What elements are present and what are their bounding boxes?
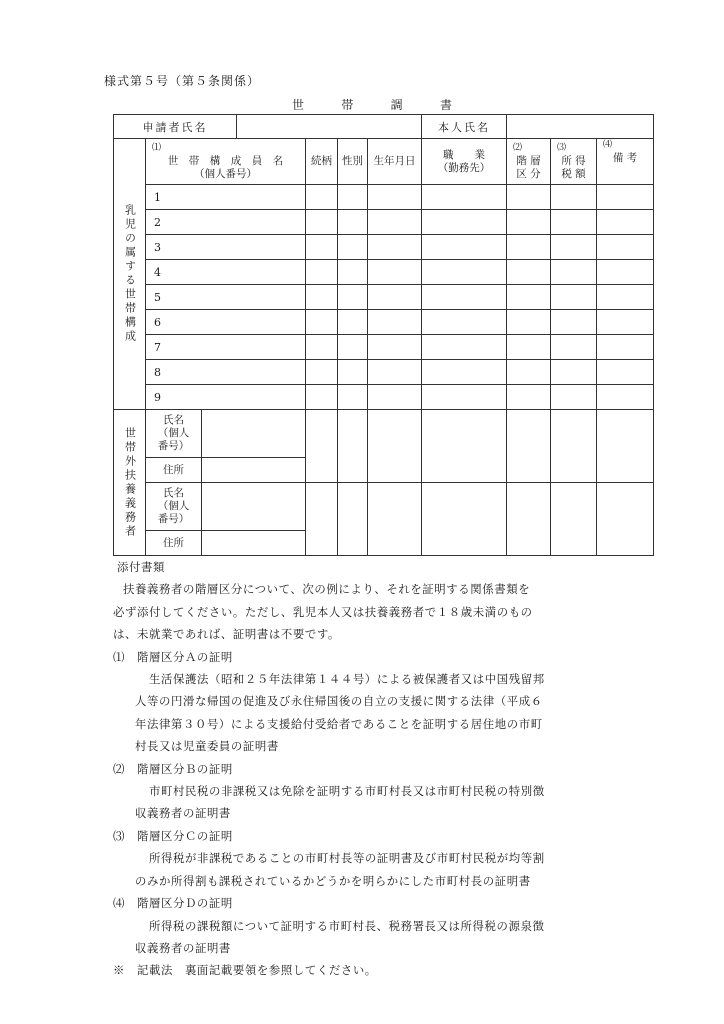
cell[interactable] (422, 235, 507, 260)
cell[interactable] (422, 310, 507, 335)
cell[interactable] (597, 285, 654, 310)
cell[interactable] (368, 360, 422, 385)
row-number[interactable]: 3 (146, 235, 306, 260)
table-row (114, 385, 654, 410)
notes-subheading: ⑷ 階層区分Ｄの証明 (113, 896, 233, 911)
cell[interactable] (507, 285, 551, 310)
household-table (113, 114, 654, 556)
row-number[interactable]: 5 (146, 285, 306, 310)
cell[interactable] (338, 235, 368, 260)
notes-text: 人等の円滑な帰国の促進及び永住帰国後の自立の支援に関する法律（平成６ (135, 694, 543, 709)
cell[interactable] (422, 483, 507, 556)
cell[interactable] (551, 285, 597, 310)
cell[interactable] (422, 410, 507, 483)
notes-heading: 添付書類 (117, 560, 165, 574)
title-char: 書 (439, 98, 452, 112)
cell[interactable] (306, 235, 338, 260)
attachment-notes (113, 556, 658, 982)
cell[interactable] (551, 235, 597, 260)
cell[interactable] (597, 260, 654, 285)
cell[interactable] (368, 285, 422, 310)
cell[interactable] (597, 235, 654, 260)
birthdate-header: 生年月日 (368, 139, 422, 185)
obligor-name-label: 氏名 （個人 番号） (146, 483, 202, 531)
table-row (114, 185, 654, 210)
cell[interactable] (306, 335, 338, 360)
applicant-name-label: 申請者氏名 (114, 115, 237, 139)
cell[interactable] (338, 260, 368, 285)
cell[interactable] (338, 185, 368, 210)
cell[interactable] (368, 483, 422, 556)
notes-text: は、未就業であれば、証明書は不要です。 (113, 627, 340, 642)
cell[interactable] (306, 260, 338, 285)
cell[interactable] (422, 185, 507, 210)
notes-text: 収義務者の証明書 (135, 806, 231, 821)
obligor-address-label: 住所 (146, 458, 202, 483)
row-number[interactable]: 4 (146, 260, 306, 285)
cell[interactable] (368, 210, 422, 235)
notes-text: 必ず添付してください。ただし、乳児本人又は扶養義務者で１８歳未満のもの (113, 604, 533, 619)
cell[interactable] (507, 210, 551, 235)
applicant-name-field[interactable] (237, 115, 422, 139)
cell[interactable] (597, 410, 654, 483)
cell[interactable] (551, 260, 597, 285)
class-header: ⑵ 階 層 区 分 (507, 139, 551, 185)
notes-text: のみか所得割も課税されているかどうかを明らかにした市町村長の証明書 (135, 873, 531, 888)
notes-text: 収義務者の証明書 (135, 940, 231, 955)
title-char: 帯 (341, 98, 354, 112)
cell[interactable] (306, 285, 338, 310)
row-number[interactable]: 1 (146, 185, 306, 210)
cell[interactable] (368, 235, 422, 260)
table-row (114, 310, 654, 335)
occupation-header: 職 業 （勤務先） (422, 139, 507, 185)
cell[interactable] (551, 385, 597, 410)
cell[interactable] (551, 410, 597, 483)
cell[interactable] (338, 335, 368, 360)
cell[interactable] (507, 260, 551, 285)
income-tax-header: ⑶ 所 得 税 額 (551, 139, 597, 185)
cell[interactable] (551, 335, 597, 360)
cell[interactable] (306, 483, 338, 556)
remarks-header: ⑷ 備 考 (597, 139, 654, 185)
member-name-header: ⑴ 世 帯 構 成 員 名 （個人番号） (146, 139, 306, 185)
cell[interactable] (551, 310, 597, 335)
cell[interactable] (507, 335, 551, 360)
row-number[interactable]: 9 (146, 385, 306, 410)
cell[interactable] (597, 185, 654, 210)
notes-subheading: ⑵ 階層区分Ｂの証明 (113, 761, 233, 776)
cell[interactable] (597, 360, 654, 385)
table-row (114, 235, 654, 260)
footnote: ※ 記載法 裏面記載要領を参照してください。 (113, 963, 377, 978)
cell[interactable] (306, 410, 338, 483)
notes-text: 所得税が非課税であることの市町村長等の証明書及び市町村民税が均等割 (149, 851, 545, 866)
section-outside-label: 世帯外扶養義務者 (114, 410, 146, 556)
cell[interactable] (507, 185, 551, 210)
cell[interactable] (422, 210, 507, 235)
cell[interactable] (338, 360, 368, 385)
cell[interactable] (306, 360, 338, 385)
cell[interactable] (597, 310, 654, 335)
cell[interactable] (368, 260, 422, 285)
title-char: 調 (390, 98, 403, 112)
cell[interactable] (551, 210, 597, 235)
cell[interactable] (338, 285, 368, 310)
cell[interactable] (422, 260, 507, 285)
cell[interactable] (551, 360, 597, 385)
cell[interactable] (507, 360, 551, 385)
cell[interactable] (597, 385, 654, 410)
cell[interactable] (368, 335, 422, 360)
obligor-name-field[interactable] (202, 483, 306, 531)
person-name-label: 本人氏名 (422, 115, 507, 139)
row-number[interactable]: 8 (146, 360, 306, 385)
notes-text: 生活保護法（昭和２５年法律第１４４号）による被保護者又は中国残留邦 (149, 672, 545, 687)
cell[interactable] (368, 310, 422, 335)
table-row (114, 335, 654, 360)
cell[interactable] (338, 385, 368, 410)
cell[interactable] (338, 483, 368, 556)
cell[interactable] (368, 410, 422, 483)
table-row (114, 285, 654, 310)
cell[interactable] (597, 210, 654, 235)
cell[interactable] (338, 310, 368, 335)
section-household-label: 乳児の属する世帯構成 (114, 139, 146, 410)
cell[interactable] (507, 483, 551, 556)
obligor-name-field[interactable] (202, 410, 306, 458)
cell[interactable] (597, 335, 654, 360)
cell[interactable] (422, 335, 507, 360)
notes-subheading: ⑴ 階層区分Ａの証明 (113, 649, 233, 664)
cell[interactable] (597, 483, 654, 556)
cell[interactable] (306, 210, 338, 235)
cell[interactable] (422, 285, 507, 310)
row-number[interactable]: 7 (146, 335, 306, 360)
row-number[interactable]: 6 (146, 310, 306, 335)
obligor-name-label: 氏名 （個人 番号） (146, 410, 202, 458)
obligor-address-field[interactable] (202, 531, 306, 556)
relation-header: 続柄 (306, 139, 338, 185)
cell[interactable] (551, 483, 597, 556)
form-label: 様式第５号（第５条関係） (104, 74, 261, 88)
cell[interactable] (368, 385, 422, 410)
cell[interactable] (551, 185, 597, 210)
cell[interactable] (507, 385, 551, 410)
notes-text: 扶養義務者の階層区分について、次の例により、それを証明する関係書類を (123, 582, 531, 597)
cell[interactable] (507, 235, 551, 260)
gender-header: 性別 (338, 139, 368, 185)
notes-text: 年法律第３０号）による支援給付受給者であることを証明する居住地の市町 (135, 716, 543, 731)
cell[interactable] (507, 310, 551, 335)
obligor-address-label: 住所 (146, 531, 202, 556)
obligor-address-field[interactable] (202, 458, 306, 483)
cell[interactable] (422, 360, 507, 385)
page-title (292, 96, 452, 113)
row-number[interactable]: 2 (146, 210, 306, 235)
cell[interactable] (507, 410, 551, 483)
title-char: 世 (292, 98, 305, 112)
cell[interactable] (306, 385, 338, 410)
notes-subheading: ⑶ 階層区分Ｃの証明 (113, 828, 233, 843)
table-row (114, 360, 654, 385)
notes-text: 市町村民税の非課税又は免除を証明する市町村長又は市町村民税の特別徴 (149, 784, 545, 799)
notes-text: 村長又は児童委員の証明書 (135, 739, 279, 754)
cell[interactable] (306, 185, 338, 210)
table-row (114, 260, 654, 285)
cell[interactable] (338, 210, 368, 235)
table-row (114, 210, 654, 235)
cell[interactable] (338, 410, 368, 483)
cell[interactable] (368, 185, 422, 210)
person-name-field[interactable] (507, 115, 654, 139)
notes-text: 所得税の課税額について証明する市町村長、税務署長又は所得税の源泉徴 (149, 918, 545, 933)
cell[interactable] (306, 310, 338, 335)
cell[interactable] (422, 385, 507, 410)
